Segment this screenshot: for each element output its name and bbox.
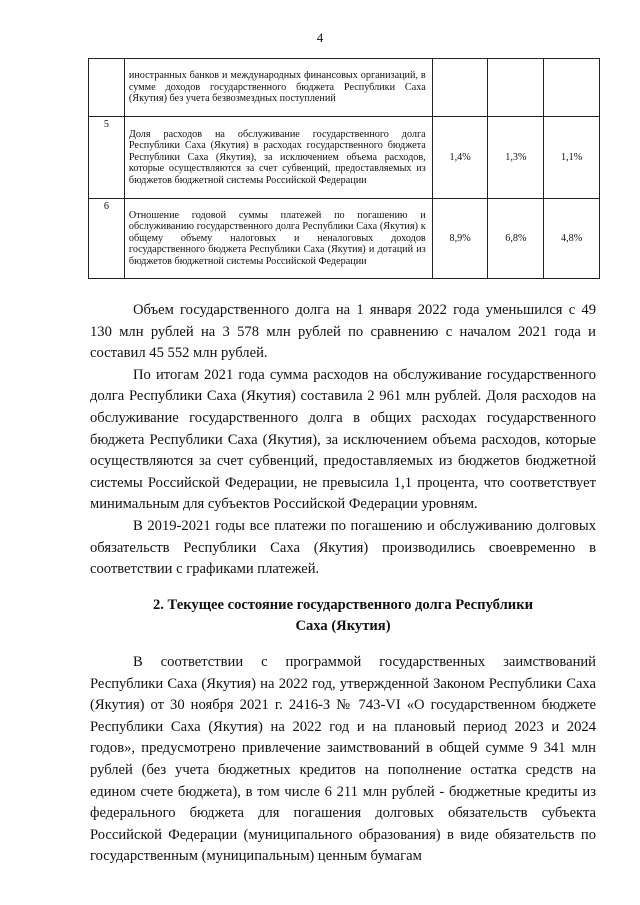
paragraph-payments-timely: В 2019-2021 годы все платежи по погашению и обслуживанию долговых обязательств Республики Саха (Якутия) производились своевременно в соответствии с графиками платежей.: [90, 517, 596, 578]
table-row: [89, 117, 600, 199]
body-paragraphs-upper: [90, 300, 596, 581]
row-value-1: 8,9%: [432, 199, 488, 279]
paragraph-debt-servicing: По итогам 2021 года сумма расходов на обслуживание государственного долга Республики Саха (Якутия) составила 2 961 млн рублей. Доля расходов на обслуживание государственного долга в общих расходах государственного бюджета Республики Саха (Якутия), за исключением объема расходов, которые осуществляются за счет субвенций, предоставляемых из бюджетов бюджетной системы Российской Федерации, не превысила 1,1 процента, что соответствует минимальным для субъектов Российской Федерации уровням.: [90, 366, 596, 513]
row-value-3: [544, 59, 600, 117]
row-description: Доля расходов на обслуживание государственного долга Республики Саха (Якутия) в расходах государственного бюджета Республики Саха (Якутия), за исключением объема расходов, которые осуществляются за счет субвенций, предоставляемых из бюджетов бюджетной системы Российской Федерации: [124, 117, 432, 199]
debt-indicators-table: [88, 58, 600, 279]
body-paragraphs-lower: [90, 652, 596, 868]
row-value-1: 1,4%: [432, 117, 488, 199]
section-heading-line-1: 2. Текущее состояние государственного долга Республики: [152, 597, 534, 613]
paragraph-debt-volume: Объем государственного долга на 1 января 2022 года уменьшился с 49 130 млн рублей на 3 578 млн рублей по сравнению с началом 2021 года и составил 45 552 млн рублей.: [90, 302, 596, 362]
row-number: 5: [89, 117, 125, 199]
row-description: Отношение годовой суммы платежей по погашению и обслуживанию государственного долга Республики Саха (Якутия) к общему объему налоговых и неналоговых доходов государственного бюджета Республики Саха (Якутия) и дотаций из бюджетов бюджетной системы Российской Федерации: [124, 199, 432, 279]
row-description: иностранных банков и международных финансовых организаций, в сумме доходов государственного бюджета Республики Саха (Якутия) без учета безвозмездных поступлений: [124, 59, 432, 117]
table-row: [89, 59, 600, 117]
row-value-2: [488, 59, 544, 117]
page-number: 4: [316, 30, 324, 45]
row-number: [89, 59, 125, 117]
row-value-1: [432, 59, 488, 117]
section-heading-line-2: Саха (Якутия): [295, 618, 391, 634]
row-number: 6: [89, 199, 125, 279]
section-heading: [90, 595, 596, 637]
row-value-3: 1,1%: [544, 117, 600, 199]
table-row: [89, 199, 600, 279]
row-value-3: 4,8%: [544, 199, 600, 279]
row-value-2: 1,3%: [488, 117, 544, 199]
row-value-2: 6,8%: [488, 199, 544, 279]
paragraph-borrowing-program: В соответствии с программой государственных заимствований Республики Саха (Якутия) на 2022 год, утвержденной Законом Республики Саха (Якутия) от 30 ноября 2021 г. 2416-З № 743-VI «О государственном бюджете Республики Саха (Якутия) на 2022 год и на плановый период 2023 и 2024 годов», предусмотрено привлечение заимствований в общей сумме 9 341 млн рублей (без учета бюджетных кредитов на пополнение остатка средств на едином счете бюджета), в том числе 6 211 млн рублей - бюджетные кредиты из федерального бюджета для погашения долговых обязательств субъекта Российской Федерации (муниципального образования) в виде обязательств по государственным (муниципальным) ценным бумагам: [90, 654, 596, 865]
